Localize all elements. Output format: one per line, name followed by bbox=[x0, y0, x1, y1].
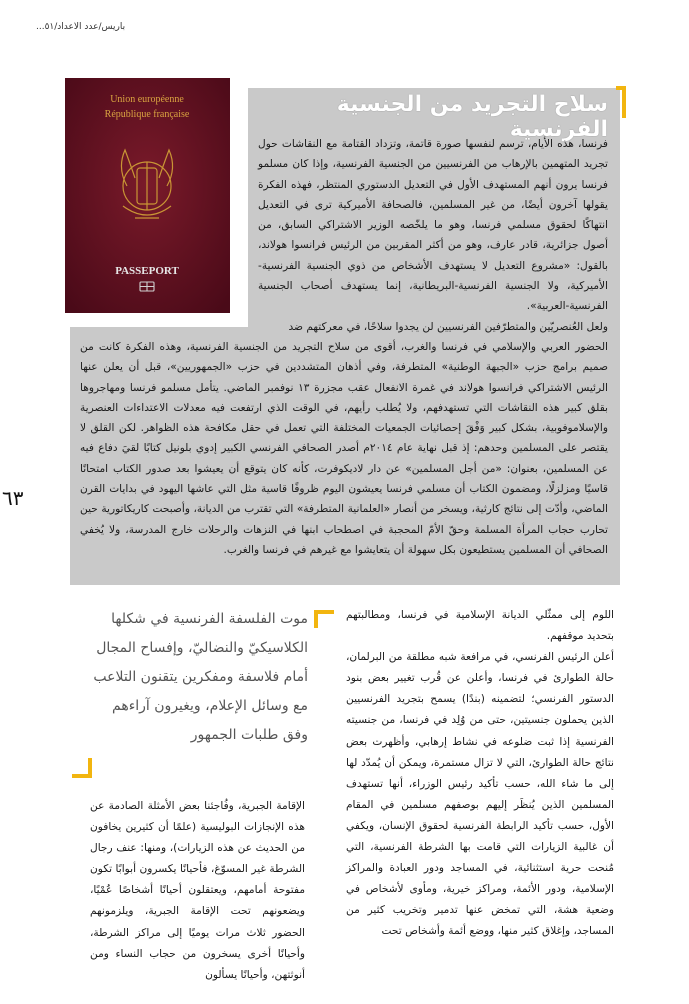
lead-paragraph: الحضور العربي والإسلامي في فرنسا والغرب، أقوى من سلاح التجريد من الجنسية الفرنسية، وهذه الفكرة كانت من صميم برامج حزب «الجبهة الوطنية» المتطرفة، وفي أذهان المتشددين في حزب «الجمهوريين»، قبل أن يعلن عنها الرئيس الاشتراكي فرانسوا هولاند في غمرة الانفعال عقب مجزرة ١٣ نوفمبر الماضي. يتأمل مسلمو فرنسا ومهاجروها بقلق كبير هذه النقاشات التي تستهدفهم، ولا يُطلب رأيهم، في الوقت الذي ارتفعت فيه معدلات الاعتداءات العنصرية والإسلاموفوبية، بشكل كبير وَفْقَ إحصائيات الجمعيات المختلفة التي تعمل في حقل مكافحة هذه الظواهر. لكن القلق لا يقتصر على المسلمين وحدهم: إذ قبل نهاية عام ٢٠١٤م أصدر الصحافي الفرنسي الكبير إدوي بلونيل كتابًا لقيَ دفاع فيه عن المسلمين، بعنوان: «من أجل المسلمين» عن دار لاديكوفرت، كأنه كان يتوقع أن يعيشوا بعد صدور الكتاب امتحانًا قاسيًا ومزلزلًا، ومضمون الكتاب أن مسلمي فرنسا يعيشون اليوم ظروفًا قاسية مثل التي عاشها اليهود في بدايات القرن الماضي، وأدّت إلى نتائج كارثية، ويسخر من أنصار «العلمانية المتطرفة» التي تقترب من الديانة، وأصبحت كاريكاتورية حين تحارب حجاب المرأة المسلمة وحقّ الأمّ المحجبة في اصطحاب ابنها في النزهات والرحلات خارج المدرسة، ولا يُخفي الصحافي أن المسلمين يستطيعون بكل سهولة أن يتعايشوا مع غيرهم في فرنسا والغرب. bbox=[80, 341, 608, 556]
lead-paragraph: فرنسا، هذه الأيام، ترسم لنفسها صورة قاتمة، وتزداد القتامة مع النقاشات حول تجريد المتهمين بالإرهاب من الفرنسيين من الجنسية الفرنسية، وإذا كان مسلمو فرنسا يرون أنهم المستهدف الأول في التعديل الدستوري المنتظر، فهذه الفكرة يقولها آخرون أيضًا، من غير المسلمين، فالصحافة الأميركية ترى في التعديل انتهاكًا لحقوق مسلمي فرنسا، وهو ما يلخّصه الوزير الاشتراكي السابق، من أصول جزائرية، قادر عارف، وهو من أكثر المقربين من الرئيس فرانسوا هولاند، بالقول: «مشروع التعديل لا يستهدف الأشخاص من ذوي الجنسية الفرنسية-الأميركية، ولا الجنسية الفرنسية-البريطانية، إنما يستهدف أصحاب الجنسية الفرنسية-العربية». bbox=[258, 138, 608, 313]
lead-paragraph: ولعل العُنصريّين والمتطرّفين الفرنسيين لن يجدوا سلاحًا، في معركتهم ضد bbox=[288, 320, 608, 333]
pull-quote-accent-top-side bbox=[314, 610, 318, 628]
passport-line-fr: République française bbox=[104, 109, 190, 120]
running-head: باريس/عدد الاعداد/٥١... bbox=[36, 22, 126, 32]
pull-quote: موت الفلسفة الفرنسية في شكلها الكلاسيكيّ والنضاليّ، وإفساح المجال أمام فلاسفة ومفكرين يتقنون التلاعب مع وسائل الإعلام، ويغيرون آراءهم وفق طلبات الجمهور bbox=[93, 611, 308, 743]
pull-quote-accent-bottom-side bbox=[88, 758, 92, 778]
article-title: سلاح التجريد من الجنسية الفرنسية bbox=[336, 92, 608, 142]
body-paragraph: اللوم إلى ممثّلي الديانة الإسلامية في فرنسا، ومطالبتهم بتحديد موقفهم. bbox=[346, 609, 614, 643]
lead-text-top bbox=[258, 134, 608, 337]
lead-text-bottom bbox=[80, 337, 608, 560]
passport-label: PASSEPORT bbox=[115, 265, 179, 277]
page-number: ٦٣ bbox=[2, 486, 24, 510]
body-paragraph: أعلن الرئيس الفرنسي، في مرافعة شبه مطلقة من البرلمان، حالة الطوارئ في فرنسا، وأعلن عن قُرب تغيير بعض بنود الدستور الفرنسي؛ لتضمينه (بندًا) يسمح بتجريد الفرنسيين الذين يحملون جنسيتين، حتى من وُلِد في فرنسا، من جنسيته الفرنسية إذا ثبت ضلوعه في نشاط إرهابي، وأظهرت بعض نتائج حالة الطوارئ، التي لا تزال مستمرة، ويمكن أن يُمدّد لها إلى ما شاء الله، حسب تأكيد رئيس الوزراء، أنها تستهدف المسلمين الذين يُنظَر إليهم بوصفهم مسلمين في المقام الأول، حسب تأكيد الرابطة الفرنسية لحقوق الإنسان، ويكفي أن غالبية الزيارات التي قامت بها الشرطة الفرنسية، التي مُنحت حرية استثنائية، في المساجد ودور العبادة والمراكز الإسلامية، ودور الأئمة، ومراكز خيرية، ومأوى لأشخاص في وضعية هشة، التي تمخض عنها تدمير وتخريب كثير من المساجد، وإغلاق كثير منها، ووضع أئمة وأشخاص تحت bbox=[346, 651, 614, 938]
body-column-left bbox=[90, 796, 305, 986]
body-paragraph: الإقامة الجبرية، وفُاجئنا بعض الأمثلة الصادمة عن هذه الإنجازات البوليسية (علمًا أن كثيرين يخافون من الحديث عن هذه الزيارات)، ومنها: عنف رجال الشرطة غير المسوّغ، فأحيانًا يكسرون أبوابًا تكون مفتوحة أمامهم، ويعتقلون أحيانًا أشخاصًا عُمْيًا، ويضعونهم تحت الإقامة الجبرية، ويلزمونهم الحضور ثلاث مرات يوميًا إلى مراكز الشرطة، وأحيانًا أخرى يسخرون من حجاب النساء ومن أنوثتهن، وأحيانًا يسألون bbox=[90, 800, 305, 981]
title-accent-bar-side bbox=[622, 86, 626, 118]
passport-line-eu: Union européenne bbox=[110, 94, 184, 105]
passport-photo bbox=[65, 78, 230, 313]
body-column-right bbox=[346, 605, 614, 943]
